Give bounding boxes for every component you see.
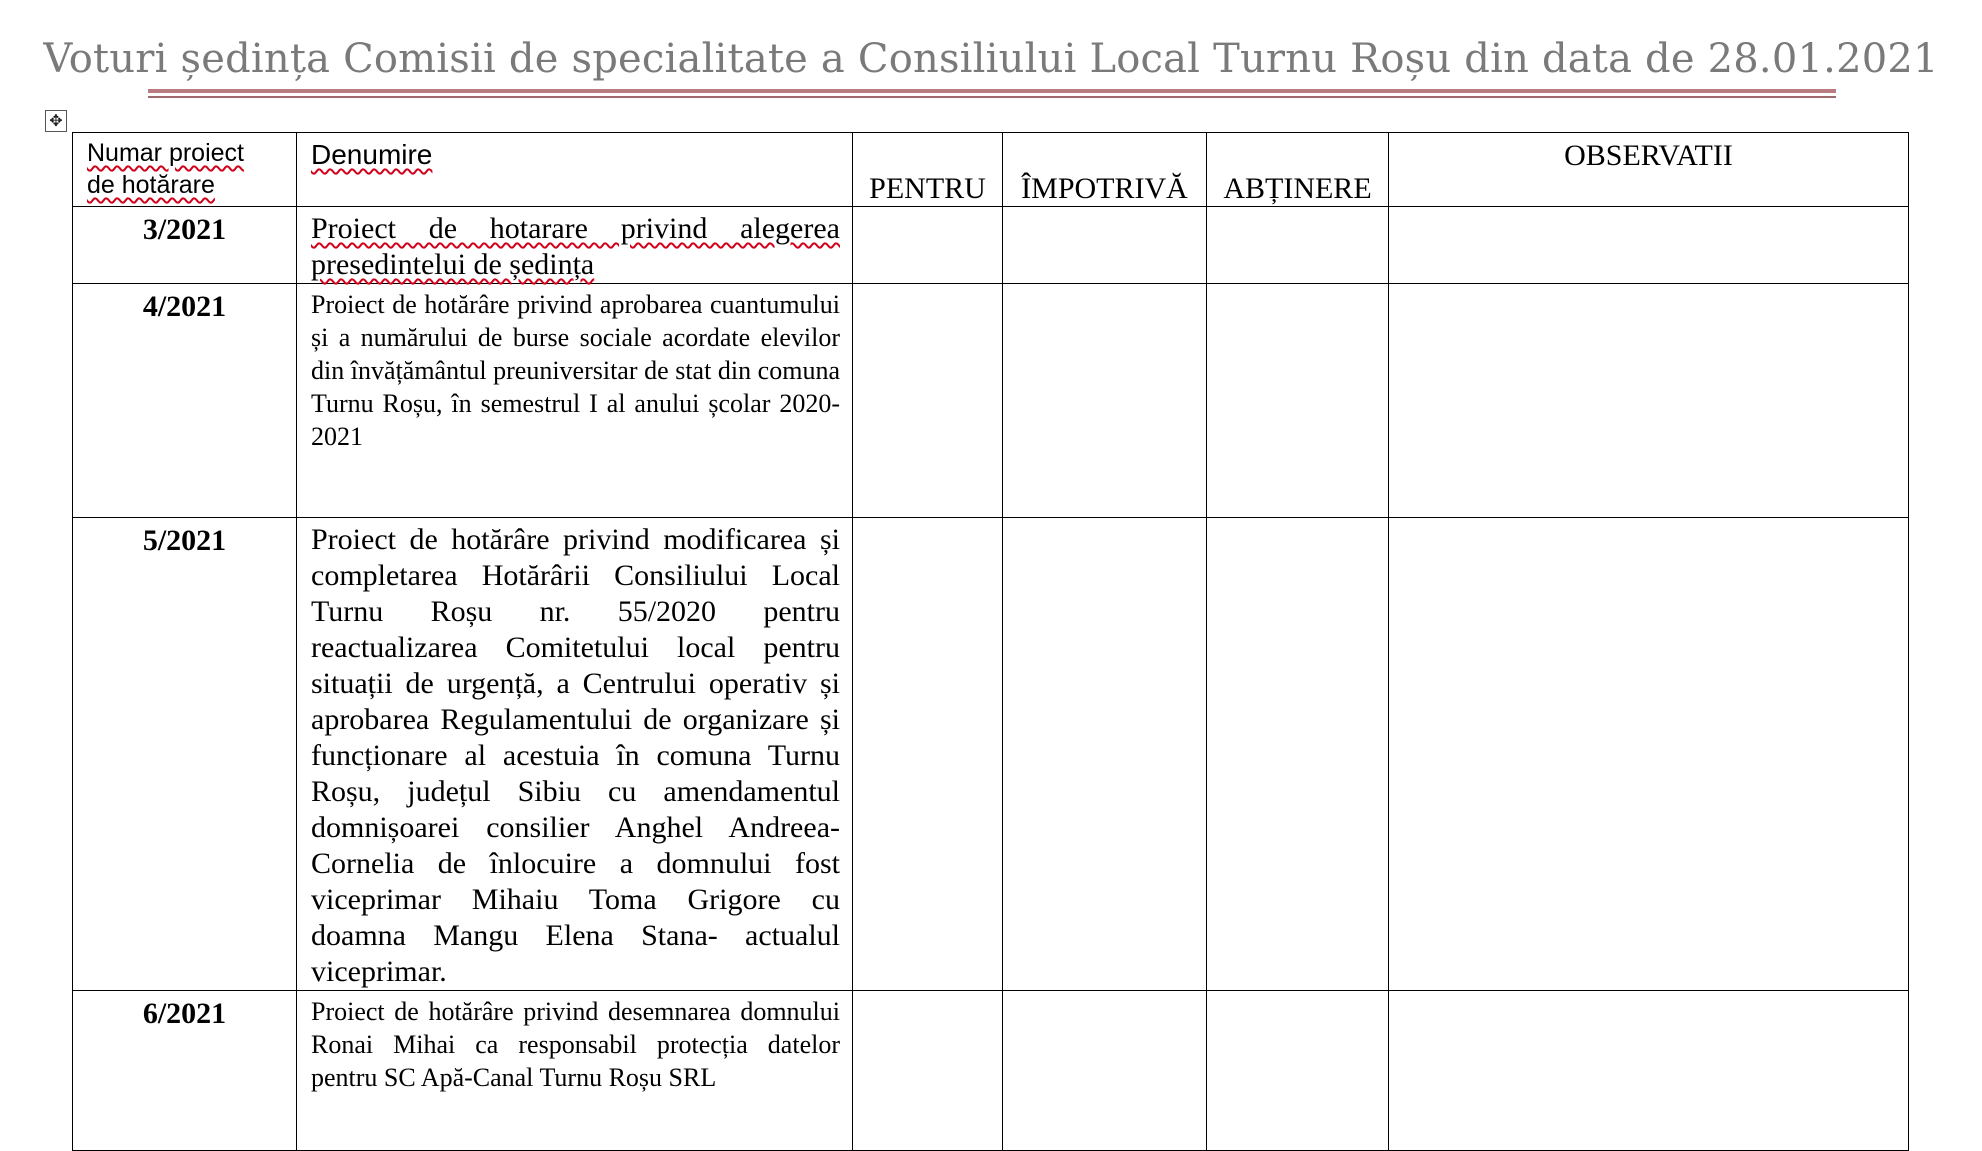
header-number-line2: de hotărare (87, 171, 215, 199)
project-number: 4/2021 (73, 284, 297, 518)
document-title: Voturi ședința Comisii de specialitate a Consiliului Local Turnu Roșu din data de 28.01.2021 (43, 36, 1939, 82)
project-number: 6/2021 (73, 991, 297, 1151)
observatii-cell[interactable] (1389, 518, 1909, 991)
header-abtinere: ABȚINERE (1207, 133, 1389, 207)
project-number: 5/2021 (73, 518, 297, 991)
project-number: 3/2021 (73, 207, 297, 284)
vote-pentru-cell[interactable] (853, 284, 1003, 518)
table-row (73, 518, 1909, 991)
vote-impotriva-cell[interactable] (1003, 518, 1207, 991)
header-observatii: OBSERVATII (1389, 133, 1909, 207)
vote-pentru-cell[interactable] (853, 518, 1003, 991)
header-pentru: PENTRU (853, 133, 1003, 207)
header-impotriva: ÎMPOTRIVĂ (1003, 133, 1207, 207)
vote-abtinere-cell[interactable] (1207, 284, 1389, 518)
header-number (73, 133, 297, 207)
project-title: Proiect de hotarare privind alegerea presedintelui de ședința (297, 207, 853, 284)
observatii-cell[interactable] (1389, 991, 1909, 1151)
table-row (73, 284, 1909, 518)
vote-abtinere-cell[interactable] (1207, 207, 1389, 284)
votes-table (72, 132, 1909, 1151)
header-denumire-label: Denumire (311, 139, 433, 170)
table-row (73, 207, 1909, 284)
vote-impotriva-cell[interactable] (1003, 207, 1207, 284)
observatii-cell[interactable] (1389, 207, 1909, 284)
observatii-cell[interactable] (1389, 284, 1909, 518)
project-title: Proiect de hotărâre privind aprobarea cuantumului și a numărului de burse sociale acordate elevilor din învățământul preuniversitar de stat din comuna Turnu Roșu, în semestrul I al anului școlar 2020-2021 (297, 284, 853, 518)
vote-pentru-cell[interactable] (853, 207, 1003, 284)
title-rule-thick (148, 89, 1836, 93)
table-row (73, 991, 1909, 1151)
move-cross-icon[interactable]: ✥ (45, 110, 67, 132)
vote-impotriva-cell[interactable] (1003, 991, 1207, 1151)
header-denumire (297, 133, 853, 207)
vote-pentru-cell[interactable] (853, 991, 1003, 1151)
header-number-line1: Numar proiect (87, 139, 244, 167)
project-title: Proiect de hotărâre privind modificarea și completarea Hotărârii Consiliului Local Turnu Roșu nr. 55/2020 pentru reactualizarea Comitetului local pentru situații de urgență, a Centrului operativ și aprobarea Regulamentului de organizare și funcționare al acestuia în comuna Turnu Roșu, județul Sibiu cu amendamentul domnișoarei consilier Anghel Andreea-Cornelia de înlocuire a domnului fost viceprimar Mihaiu Toma Grigore cu doamna Mangu Elena Stana- actualul viceprimar. (297, 518, 853, 991)
vote-abtinere-cell[interactable] (1207, 991, 1389, 1151)
table-header-row (73, 133, 1909, 207)
title-rule-thin (148, 96, 1836, 98)
vote-abtinere-cell[interactable] (1207, 518, 1389, 991)
project-title: Proiect de hotărâre privind desemnarea domnului Ronai Mihai ca responsabil protecția datelor pentru SC Apă-Canal Turnu Roșu SRL (297, 991, 853, 1151)
vote-impotriva-cell[interactable] (1003, 284, 1207, 518)
